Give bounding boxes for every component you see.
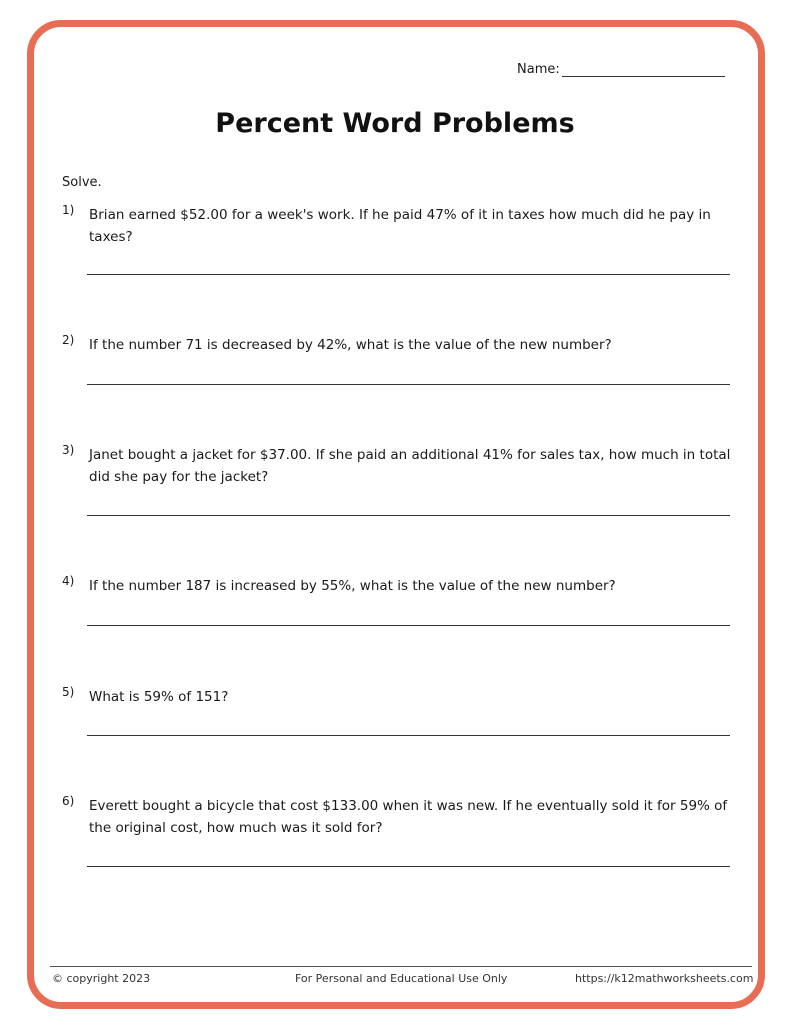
footer-usage: For Personal and Educational Use Only [295, 972, 508, 985]
name-field [517, 62, 725, 77]
answer-line-3[interactable] [87, 515, 730, 516]
question-text: Brian earned $52.00 for a week's work. If he paid 47% of it in taxes how much did he pay in taxes? [89, 207, 711, 245]
answer-line-4[interactable] [87, 625, 730, 626]
footer-divider [50, 966, 752, 967]
question-number: 3) [62, 443, 75, 457]
answer-line-5[interactable] [87, 735, 730, 736]
footer-copyright: © copyright 2023 [52, 972, 151, 985]
question-text: Janet bought a jacket for $37.00. If she paid an additional 41% for sales tax, how much in total did she pay for the jacket? [89, 447, 731, 485]
page-title: Percent Word Problems [215, 108, 575, 139]
name-label: Name: [517, 62, 560, 77]
answer-line-1[interactable] [87, 274, 730, 275]
question-number: 6) [62, 794, 75, 808]
answer-line-6[interactable] [87, 866, 730, 867]
name-line[interactable] [562, 64, 725, 77]
question-number: 5) [62, 685, 75, 699]
answer-line-2[interactable] [87, 384, 730, 385]
instructions: Solve. [62, 175, 102, 190]
footer-site: https://k12mathworksheets.com [575, 972, 754, 985]
question-number: 1) [62, 203, 75, 217]
question-number: 4) [62, 574, 75, 588]
question-text: Everett bought a bicycle that cost $133.00 when it was new. If he eventually sold it for 59% of the original cost, how much was it sold for? [89, 798, 728, 836]
question-number: 2) [62, 333, 75, 347]
question-text: What is 59% of 151? [89, 689, 229, 705]
question-text: If the number 187 is increased by 55%, what is the value of the new number? [89, 578, 616, 594]
question-text: If the number 71 is decreased by 42%, what is the value of the new number? [89, 337, 612, 353]
